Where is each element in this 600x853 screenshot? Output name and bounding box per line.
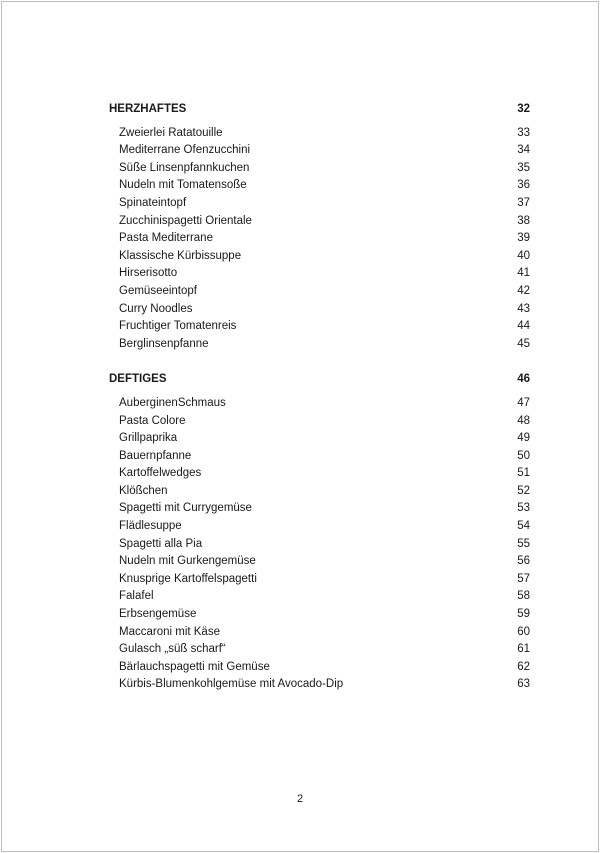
toc-entry-page-number: 38 [517, 214, 530, 227]
toc-entry-page-number: 33 [517, 126, 530, 139]
toc-entry-label: AuberginenSchmaus [119, 396, 226, 409]
toc-entry-label: Gulasch „süß scharf“ [119, 643, 226, 656]
toc-entry-page-number: 56 [517, 555, 530, 568]
toc-entry[interactable] [109, 195, 530, 213]
toc-entry-page-number: 34 [517, 144, 530, 157]
toc-entry[interactable] [109, 483, 530, 501]
toc-entry-page-number: 36 [517, 179, 530, 192]
toc-entry-page-number: 37 [517, 196, 530, 209]
toc-section-header[interactable] [109, 101, 530, 119]
toc-entries [109, 395, 530, 694]
toc-entry-label: Mediterrane Ofenzucchini [119, 144, 251, 157]
toc-entry-page-number: 43 [517, 302, 530, 315]
toc-entry[interactable] [109, 336, 530, 354]
toc-entry-page-number: 49 [517, 432, 530, 445]
toc-entry-label: Fruchtiger Tomatenreis [119, 320, 237, 333]
toc-entry-label: Zweierlei Ratatouille [119, 126, 223, 139]
toc-section-page-number: 46 [517, 373, 530, 386]
toc-entry[interactable] [109, 536, 530, 554]
toc-entry[interactable] [109, 571, 530, 589]
toc-entry-label: Nudeln mit Gurkengemüse [119, 555, 256, 568]
toc-entry-label: Zucchinispagetti Orientale [119, 214, 252, 227]
toc-entry[interactable] [109, 283, 530, 301]
toc-entry[interactable] [109, 553, 530, 571]
toc-entry-page-number: 47 [517, 396, 530, 409]
document-page [1, 1, 599, 852]
toc-entry-label: Spinateintopf [119, 196, 187, 209]
toc-entry-label: Kartoffelwedges [119, 467, 202, 480]
toc-entry-page-number: 35 [517, 161, 530, 174]
toc-entry[interactable] [109, 448, 530, 466]
toc [109, 101, 530, 694]
page-number-footer: 2 [296, 793, 304, 805]
toc-entry-page-number: 40 [517, 249, 530, 262]
toc-entry-label: Berglinsenpfanne [119, 337, 209, 350]
toc-entry-label: Flädlesuppe [119, 520, 182, 533]
toc-entry-label: Bauernpfanne [119, 449, 192, 462]
toc-entry-page-number: 51 [517, 467, 530, 480]
toc-entry-page-number: 45 [517, 337, 530, 350]
toc-entry-page-number: 48 [517, 414, 530, 427]
toc-entry-page-number: 60 [517, 625, 530, 638]
toc-entry[interactable] [109, 500, 530, 518]
toc-section-header[interactable] [109, 371, 530, 389]
toc-entry[interactable] [109, 624, 530, 642]
toc-entry[interactable] [109, 265, 530, 283]
toc-entry-label: Bärlauchspagetti mit Gemüse [119, 660, 270, 673]
toc-entry[interactable] [109, 606, 530, 624]
toc-entry[interactable] [109, 230, 530, 248]
toc-entry-label: Falafel [119, 590, 154, 603]
toc-entry-page-number: 58 [517, 590, 530, 603]
toc-entry-label: Kürbis-Blumenkohlgemüse mit Avocado-Dip [119, 678, 344, 691]
toc-entry[interactable] [109, 318, 530, 336]
toc-entry[interactable] [109, 177, 530, 195]
toc-entry-label: Grillpaprika [119, 432, 178, 445]
toc-entry-label: Hirserisotto [119, 267, 178, 280]
toc-entry-page-number: 44 [517, 320, 530, 333]
toc-section-title: HERZHAFTES [109, 103, 187, 115]
toc-entry-label: Maccaroni mit Käse [119, 625, 220, 638]
toc-entry-page-number: 42 [517, 284, 530, 297]
toc-entry[interactable] [109, 248, 530, 266]
toc-entry[interactable] [109, 142, 530, 160]
toc-entry-label: Klassische Kürbissuppe [119, 249, 242, 262]
toc-section [109, 101, 530, 353]
toc-section-page-number: 32 [517, 103, 530, 115]
toc-entry-label: Spagetti alla Pia [119, 537, 203, 550]
toc-entry[interactable] [109, 301, 530, 319]
toc-entry-page-number: 61 [517, 643, 530, 656]
toc-section [109, 371, 530, 694]
toc-entry-page-number: 39 [517, 232, 530, 245]
toc-entry-label: Spagetti mit Currygemüse [119, 502, 252, 515]
toc-entry[interactable] [109, 641, 530, 659]
toc-entry-label: Pasta Mediterrane [119, 232, 213, 245]
toc-entry-label: Erbsengemüse [119, 608, 197, 621]
toc-entry[interactable] [109, 160, 530, 178]
toc-entry[interactable] [109, 518, 530, 536]
toc-entry-page-number: 53 [517, 502, 530, 515]
toc-entry-page-number: 50 [517, 449, 530, 462]
toc-entry-label: Gemüseeintopf [119, 284, 197, 297]
toc-entry[interactable] [109, 676, 530, 694]
toc-entry-label: Nudeln mit Tomatensoße [119, 179, 247, 192]
toc-entry-label: Knusprige Kartoffelspagetti [119, 572, 257, 585]
toc-entry-page-number: 59 [517, 608, 530, 621]
toc-entry[interactable] [109, 588, 530, 606]
toc-entries [109, 125, 530, 354]
toc-entry-page-number: 57 [517, 572, 530, 585]
toc-entry[interactable] [109, 659, 530, 677]
toc-entry-label: Süße Linsenpfannkuchen [119, 161, 250, 174]
toc-entry[interactable] [109, 395, 530, 413]
toc-entry-page-number: 55 [517, 537, 530, 550]
toc-entry-page-number: 54 [517, 520, 530, 533]
toc-entry-page-number: 41 [517, 267, 530, 280]
toc-entry[interactable] [109, 213, 530, 231]
toc-entry[interactable] [109, 465, 530, 483]
toc-entry[interactable] [109, 413, 530, 431]
toc-section-title: DEFTIGES [109, 373, 167, 386]
toc-entry[interactable] [109, 125, 530, 143]
toc-entry[interactable] [109, 430, 530, 448]
toc-entry-label: Curry Noodles [119, 302, 193, 315]
toc-entry-label: Pasta Colore [119, 414, 186, 427]
toc-entry-label: Klößchen [119, 484, 168, 497]
toc-entry-page-number: 52 [517, 484, 530, 497]
toc-entry-page-number: 62 [517, 660, 530, 673]
toc-entry-page-number: 63 [517, 678, 530, 691]
